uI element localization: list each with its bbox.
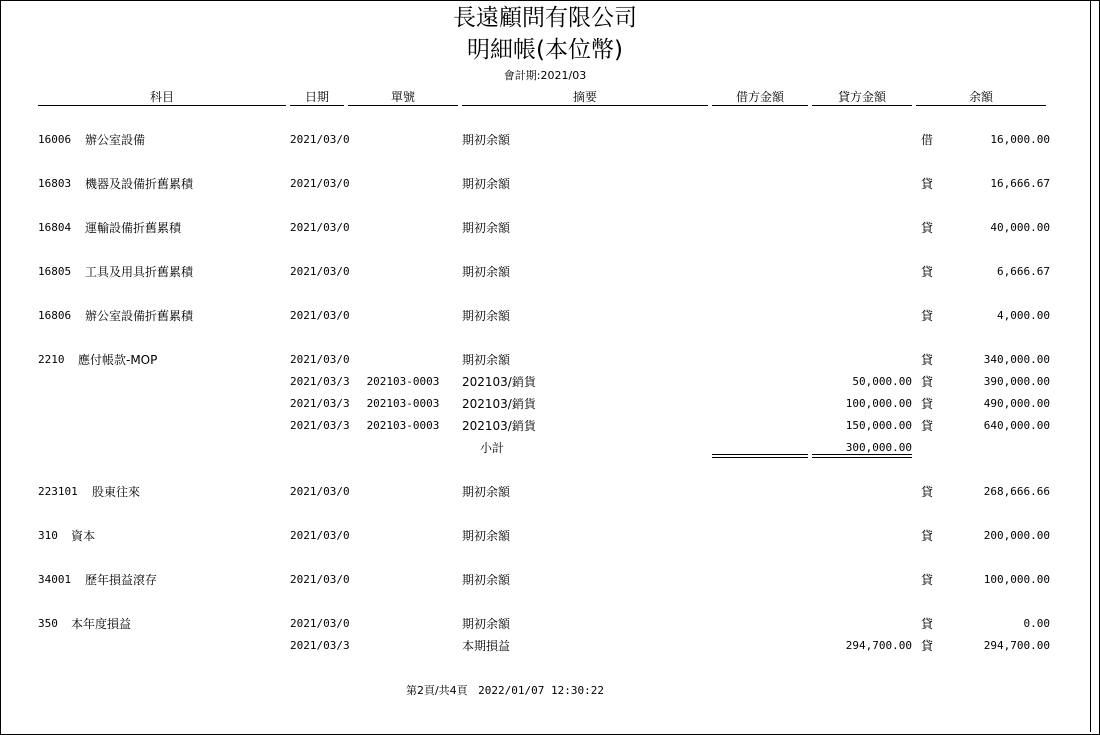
entry-date: 2021/03/0 [290,529,350,542]
account-code: 16803 [38,177,72,190]
entry-date: 2021/03/3 [290,397,350,410]
entry-summary: 期初余額 [462,617,511,631]
entry-summary: 期初余額 [462,133,511,147]
entry-summary: 期初余額 [462,573,511,587]
balance-amount: 268,666.66 [983,485,1050,498]
account-name: 運輸設備折舊累積 [85,221,182,235]
column-header-date: 日期 [290,90,344,106]
balance-direction: 貸 [921,639,934,653]
account-name: 辦公室設備折舊累積 [85,309,194,323]
entry-date: 2021/03/0 [290,573,350,586]
account-code: 16806 [38,309,72,322]
entry-summary: 期初余額 [462,265,511,279]
balance-amount: 16,666.67 [990,177,1050,190]
entry-summary: 期初余額 [462,485,511,499]
balance-amount: 490,000.00 [983,397,1050,410]
credit-amount: 150,000.00 [845,419,912,432]
balance-direction: 貸 [921,177,934,191]
column-header-credit: 貸方金額 [812,90,912,106]
account-code: 16006 [38,133,72,146]
account-code: 16804 [38,221,72,234]
balance-direction: 貸 [921,309,934,323]
account-code: 34001 [38,573,72,586]
entry-date: 2021/03/0 [290,353,350,366]
account-name: 本年度損益 [71,617,132,631]
entry-summary: 期初余額 [462,529,511,543]
subtotal-credit: 300,000.00 [845,441,912,454]
balance-direction: 貸 [921,221,934,235]
voucher-number: 202103-0003 [366,419,440,432]
subtotal-label: 小計 [479,441,504,455]
entry-date: 2021/03/0 [290,265,350,278]
entry-summary: 202103/銷貨 [462,375,536,389]
page-indicator: 第2頁/共4頁 [405,684,468,697]
column-header-account: 科目 [38,90,286,106]
account-code: 350 [38,617,58,630]
entry-date: 2021/03/0 [290,309,350,322]
account-code: 223101 [38,485,78,498]
balance-amount: 0.00 [1023,617,1050,630]
balance-direction: 貸 [921,397,934,411]
entry-date: 2021/03/0 [290,221,350,234]
credit-double-underline [812,454,912,458]
account-name: 資本 [71,529,96,543]
account-name: 股東往來 [92,485,141,499]
column-header-debit: 借方金額 [712,90,808,106]
account-name: 應付帳款-MOP [78,353,158,367]
entry-date: 2021/03/0 [290,485,350,498]
balance-amount: 294,700.00 [983,639,1050,652]
balance-direction: 貸 [921,617,934,631]
balance-direction: 貸 [921,419,934,433]
report-title: 明細帳(本位幣) [467,37,623,63]
entry-date: 2021/03/0 [290,133,350,146]
balance-amount: 4,000.00 [997,309,1050,322]
credit-amount: 50,000.00 [852,375,912,388]
credit-amount: 100,000.00 [845,397,912,410]
balance-amount: 390,000.00 [983,375,1050,388]
entry-date: 2021/03/3 [290,375,350,388]
balance-direction: 貸 [921,375,934,389]
page-footer [0,684,1010,697]
balance-amount: 6,666.67 [997,265,1050,278]
balance-direction: 貸 [921,529,934,543]
entry-date: 2021/03/0 [290,177,350,190]
voucher-number: 202103-0003 [366,397,440,410]
entry-summary: 202103/銷貨 [462,397,536,411]
balance-direction: 貸 [921,573,934,587]
entry-date: 2021/03/3 [290,419,350,432]
entry-summary: 期初余額 [462,309,511,323]
credit-amount: 294,700.00 [845,639,912,652]
column-header-summary: 摘要 [462,90,708,106]
balance-direction: 貸 [921,485,934,499]
balance-amount: 200,000.00 [983,529,1050,542]
column-header-voucher: 單號 [348,90,458,106]
voucher-number: 202103-0003 [366,375,440,388]
entry-summary: 202103/銷貨 [462,419,536,433]
account-code: 2210 [38,353,65,366]
column-header-balance: 余額 [916,90,1046,106]
company-name: 長遠顧問有限公司 [453,5,637,31]
debit-double-underline [712,454,808,458]
balance-amount: 100,000.00 [983,573,1050,586]
entry-summary: 本期損益 [462,639,511,653]
entry-summary: 期初余額 [462,353,511,367]
account-name: 歷年損益滾存 [85,573,158,587]
print-timestamp: 2022/01/07 12:30:22 [478,684,605,697]
account-name: 機器及設備折舊累積 [85,177,194,191]
entry-date: 2021/03/0 [290,617,350,630]
entry-summary: 期初余額 [462,221,511,235]
vertical-scrollbar[interactable] [1090,1,1098,732]
balance-amount: 340,000.00 [983,353,1050,366]
balance-amount: 16,000.00 [990,133,1050,146]
entry-summary: 期初余額 [462,177,511,191]
accounting-period: 會計期:2021/03 [503,69,587,82]
account-name: 辦公室設備 [85,133,146,147]
balance-direction: 貸 [921,353,934,367]
balance-amount: 40,000.00 [990,221,1050,234]
entry-date: 2021/03/3 [290,639,350,652]
account-code: 310 [38,529,58,542]
balance-direction: 貸 [921,265,934,279]
balance-direction: 借 [921,133,934,147]
account-name: 工具及用具折舊累積 [85,265,194,279]
account-code: 16805 [38,265,72,278]
balance-amount: 640,000.00 [983,419,1050,432]
